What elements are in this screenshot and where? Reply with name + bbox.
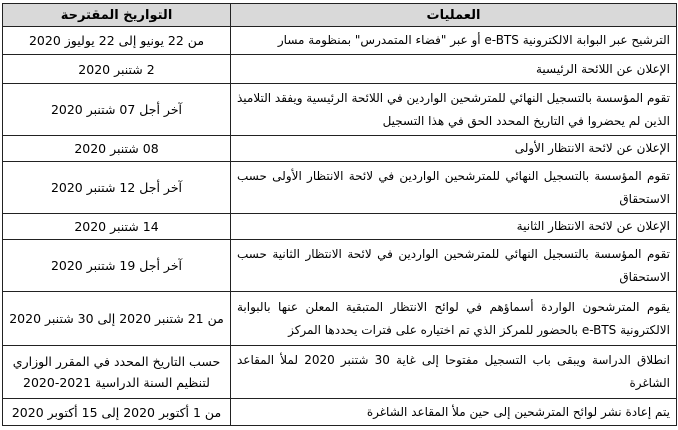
operation-cell: تقوم المؤسسة بالتسجيل النهائي للمترشحين الواردين في لائحة الانتظار الثانية حسب الاستحقاق bbox=[231, 240, 677, 292]
table-row bbox=[3, 240, 677, 292]
table-row bbox=[3, 346, 677, 399]
date-cell: 08 شتنبر 2020 bbox=[3, 136, 231, 162]
date-cell: من 1 أكتوبر 2020 إلى 15 أكتوبر 2020 bbox=[3, 399, 231, 426]
table-row bbox=[3, 162, 677, 214]
table-header-row bbox=[3, 4, 677, 27]
table-row bbox=[3, 84, 677, 136]
operation-cell: الترشيح عبر البوابة الالكترونية e-BTS أو عبر "فضاء المتمدرس" بمنظومة مسار bbox=[231, 27, 677, 55]
table-row bbox=[3, 55, 677, 84]
operation-cell: يتم إعادة نشر لوائح المترشحين إلى حين ملأ المقاعد الشاغرة bbox=[231, 399, 677, 426]
operation-cell: الإعلان عن لائحة الانتظار الثانية bbox=[231, 214, 677, 240]
date-cell: آخر أجل 07 شتنبر 2020 bbox=[3, 84, 231, 136]
operation-cell: الإعلان عن لائحة الانتظار الأولى bbox=[231, 136, 677, 162]
date-cell: حسب التاريخ المحدد في المقرر الوزاري لتنظيم السنة الدراسية 2021-2020 bbox=[3, 346, 231, 399]
operations-header: العمليات bbox=[231, 4, 677, 27]
operation-cell: يقوم المترشحون الواردة أسماؤهم في لوائح الانتظار المتبقية المعلن عنها بالبوابة الالكترونية e-BTS بالحضور للمركز الذي تم اختياره على فترات يحددها المركز bbox=[231, 292, 677, 346]
operation-cell: تقوم المؤسسة بالتسجيل النهائي للمترشحين الواردين في لائحة الانتظار الأولى حسب الاستحقاق bbox=[231, 162, 677, 214]
date-cell: 14 شتنبر 2020 bbox=[3, 214, 231, 240]
operation-cell: انطلاق الدراسة ويبقى باب التسجيل مفتوحا إلى غاية 30 شتنبر 2020 لملأ المقاعد الشاغرة bbox=[231, 346, 677, 399]
date-cell: 2 شتنبر 2020 bbox=[3, 55, 231, 84]
date-cell: من 22 يونيو إلى 22 يوليوز 2020 bbox=[3, 27, 231, 55]
schedule-table bbox=[2, 3, 677, 426]
dates-header: التواريخ المقترحة bbox=[3, 4, 231, 27]
operation-cell: الإعلان عن اللائحة الرئيسية bbox=[231, 55, 677, 84]
operation-cell: تقوم المؤسسة بالتسجيل النهائي للمترشحين الواردين في اللائحة الرئيسية ويفقد التلاميذ الذين لم يحضروا في التاريخ المحدد الحق في هذا التسجيل bbox=[231, 84, 677, 136]
date-cell: آخر أجل 12 شتنبر 2020 bbox=[3, 162, 231, 214]
table-row bbox=[3, 136, 677, 162]
date-cell: آخر أجل 19 شتنبر 2020 bbox=[3, 240, 231, 292]
table-row bbox=[3, 399, 677, 426]
table-row bbox=[3, 27, 677, 55]
table-row bbox=[3, 292, 677, 346]
date-cell: من 21 شتنبر 2020 إلى 30 شتنبر 2020 bbox=[3, 292, 231, 346]
table-row bbox=[3, 214, 677, 240]
schedule-table-container bbox=[2, 3, 676, 426]
